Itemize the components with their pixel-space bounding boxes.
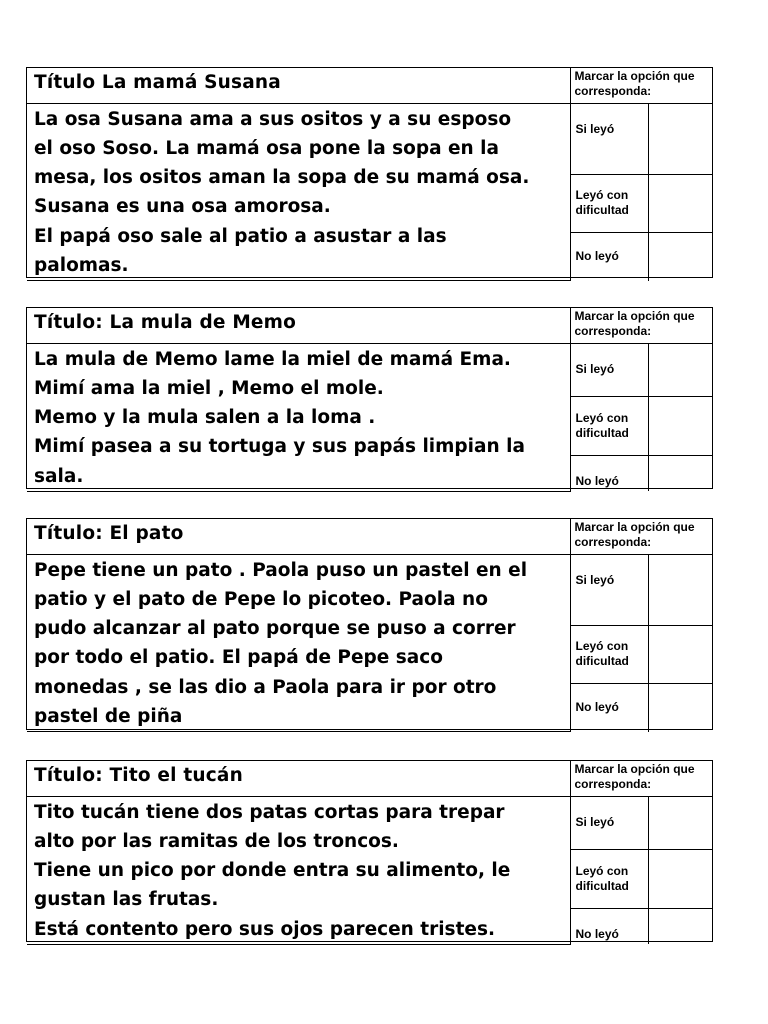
text-line: Mimí pasea a su tortuga y sus papás limpian la xyxy=(34,436,525,458)
checkbox-no-leyo[interactable] xyxy=(648,455,712,491)
text-line: La mula de Memo lame la miel de mamá Ema. xyxy=(34,348,511,370)
option-label-leyo-con-dificultad: Leyó con dificultad xyxy=(570,850,648,909)
option-label-leyo-con-dificultad: Leyó con dificultad xyxy=(570,397,648,456)
options-header: Marcar la opción que corresponda: xyxy=(570,308,712,343)
checkbox-leyo-con-dificultad[interactable] xyxy=(648,397,712,456)
text-line: La osa Susana ama a sus ositos y a su esposo xyxy=(34,108,512,130)
text-line: gustan las frutas. xyxy=(34,889,219,911)
reading-card-3 xyxy=(26,518,713,730)
text-line: patio y el pato de Pepe lo picoteo. Paola no xyxy=(34,588,488,610)
checkbox-no-leyo[interactable] xyxy=(648,908,712,944)
text-line: mesa, los ositos aman la sopa de su mamá osa. xyxy=(34,167,530,189)
checkbox-leyo-con-dificultad[interactable] xyxy=(648,174,712,232)
checkbox-leyo-con-dificultad[interactable] xyxy=(648,626,712,684)
options-header: Marcar la opción que corresponda: xyxy=(570,68,712,103)
text-line: alto por las ramitas de los troncos. xyxy=(34,830,399,852)
text-line: Memo y la mula salen a la loma . xyxy=(34,407,376,429)
text-line: Tiene un pico por donde entra su alimento, le xyxy=(34,860,511,882)
text-line: pastel de piña xyxy=(34,705,183,727)
option-label-leyo-con-dificultad: Leyó con dificultad xyxy=(570,626,648,684)
text-line: Mimí ama la miel , Memo el mole. xyxy=(34,377,384,399)
reading-text xyxy=(27,103,570,281)
checkbox-no-leyo[interactable] xyxy=(648,232,712,281)
reading-text xyxy=(27,343,570,491)
option-label-no-leyo: No leyó xyxy=(570,908,648,944)
text-line: El papá oso sale al patio a asustar a las xyxy=(34,225,447,247)
option-label-si-leyo: Si leyó xyxy=(570,554,648,626)
option-label-si-leyo: Si leyó xyxy=(570,796,648,850)
card-title: Título: El pato xyxy=(27,519,570,554)
option-label-no-leyo: No leyó xyxy=(570,232,648,281)
reading-text xyxy=(27,796,570,944)
options-header: Marcar la opción que corresponda: xyxy=(570,761,712,796)
text-line: el oso Soso. La mamá osa pone la sopa en la xyxy=(34,137,499,159)
checkbox-si-leyo[interactable] xyxy=(648,554,712,626)
reading-card-2 xyxy=(26,307,713,489)
option-label-si-leyo: Si leyó xyxy=(570,343,648,397)
text-line: pudo alcanzar al pato porque se puso a correr xyxy=(34,618,516,640)
reading-card-1 xyxy=(26,67,713,278)
text-line: por todo el patio. El papá de Pepe saco xyxy=(34,647,443,669)
option-label-no-leyo: No leyó xyxy=(570,683,648,732)
option-label-no-leyo: No leyó xyxy=(570,455,648,491)
checkbox-si-leyo[interactable] xyxy=(648,343,712,397)
options-header: Marcar la opción que corresponda: xyxy=(570,519,712,554)
text-line: Pepe tiene un pato . Paola puso un pastel en el xyxy=(34,559,528,581)
text-line: sala. xyxy=(34,465,84,487)
text-line: Tito tucán tiene dos patas cortas para trepar xyxy=(34,801,505,823)
card-title: Título La mamá Susana xyxy=(27,68,570,103)
option-label-leyo-con-dificultad: Leyó con dificultad xyxy=(570,174,648,232)
reading-card-4 xyxy=(26,760,713,942)
text-line: palomas. xyxy=(34,254,129,276)
checkbox-leyo-con-dificultad[interactable] xyxy=(648,850,712,909)
reading-text xyxy=(27,554,570,732)
card-title: Título: La mula de Memo xyxy=(27,308,570,343)
text-line: Está contento pero sus ojos parecen tristes. xyxy=(34,918,496,940)
checkbox-si-leyo[interactable] xyxy=(648,103,712,174)
text-line: monedas , se las dio a Paola para ir por otro xyxy=(34,676,497,698)
checkbox-no-leyo[interactable] xyxy=(648,683,712,732)
option-label-si-leyo: Si leyó xyxy=(570,103,648,174)
text-line: Susana es una osa amorosa. xyxy=(34,196,331,218)
checkbox-si-leyo[interactable] xyxy=(648,796,712,850)
card-title: Título: Tito el tucán xyxy=(27,761,570,796)
